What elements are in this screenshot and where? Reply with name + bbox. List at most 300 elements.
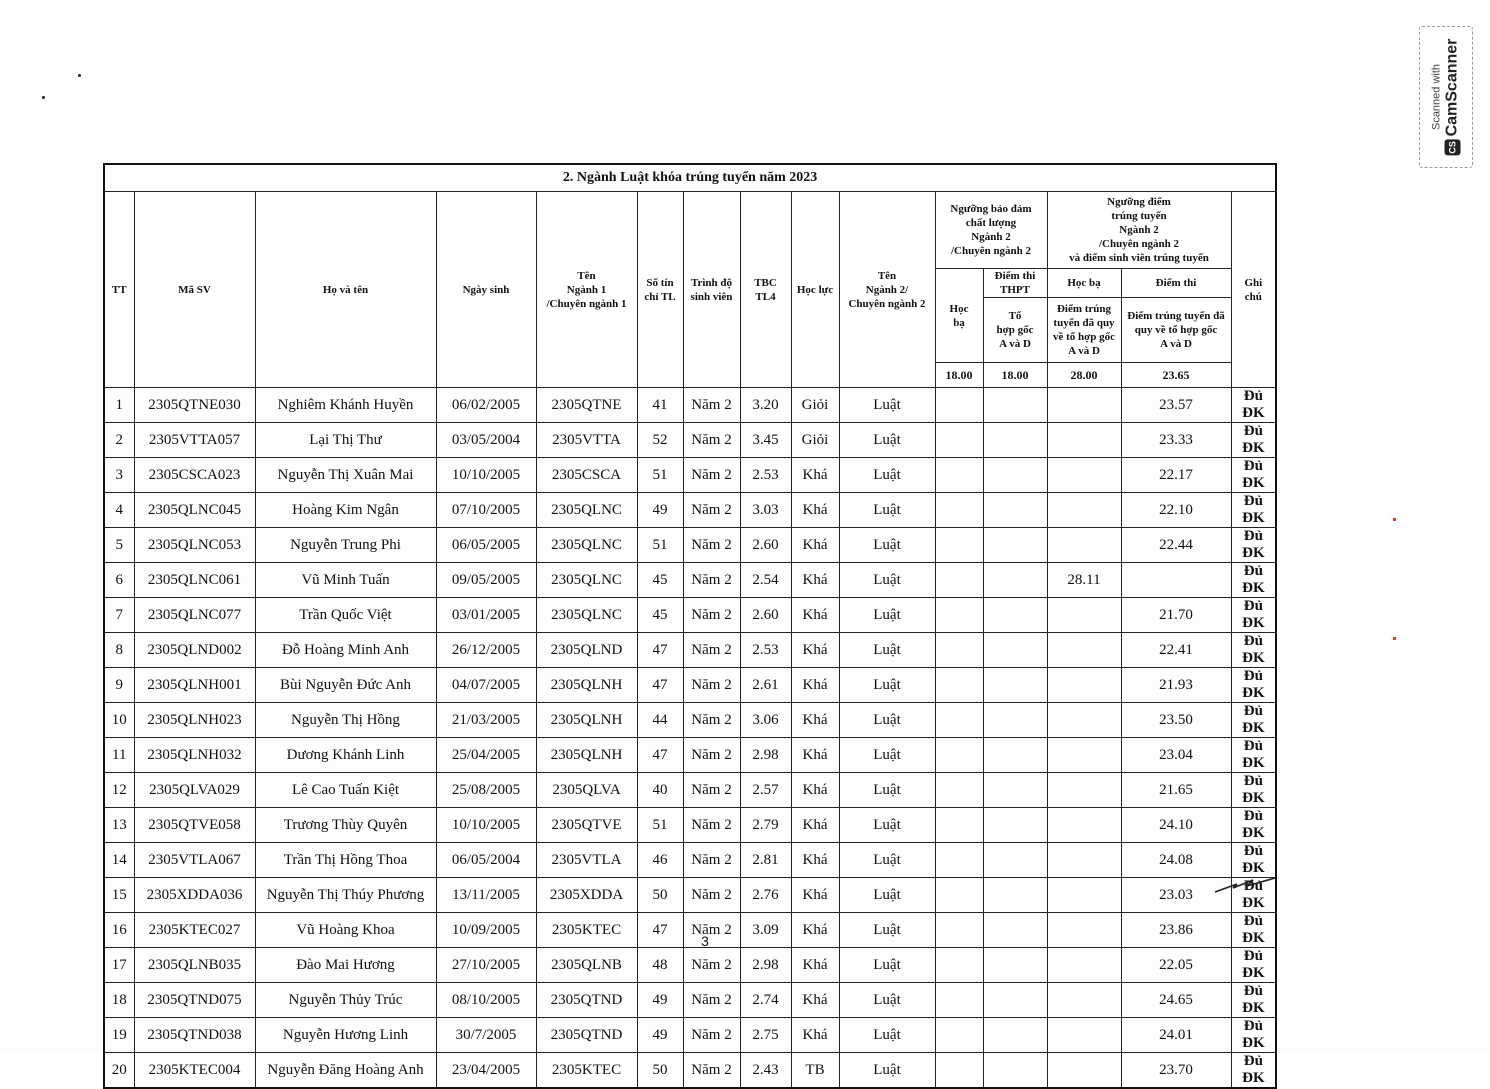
row-thpt bbox=[983, 703, 1047, 738]
row-ghi-chu: Đủ ĐK bbox=[1231, 983, 1276, 1018]
header-diem-thi-2: Điểm thi bbox=[1121, 269, 1231, 298]
row-hoc-luc: Khá bbox=[791, 668, 839, 703]
row-ho-ten: Nghiêm Khánh Huyền bbox=[255, 388, 436, 423]
row-ma-sv: 2305QTND038 bbox=[134, 1018, 255, 1053]
row-hoc-luc: Khá bbox=[791, 983, 839, 1018]
row-hoc-ba-2 bbox=[1047, 493, 1121, 528]
row-hoc-ba-2 bbox=[1047, 878, 1121, 913]
row-ho-ten: Trương Thùy Quyên bbox=[255, 808, 436, 843]
row-nganh2: Luật bbox=[839, 388, 935, 423]
header-so-tin-chi bbox=[637, 192, 683, 388]
row-nganh1: 2305QTND bbox=[536, 983, 637, 1018]
row-ngay-sinh: 13/11/2005 bbox=[436, 878, 536, 913]
row-hoc-luc: Giỏi bbox=[791, 423, 839, 458]
row-tbc: 2.76 bbox=[740, 878, 791, 913]
header-nganh1-line1: Tên bbox=[577, 269, 596, 282]
row-thpt bbox=[983, 388, 1047, 423]
row-ho-ten: Dương Khánh Linh bbox=[255, 738, 436, 773]
header-nguong-bd-line2: chất lượng bbox=[965, 217, 1017, 229]
row-thpt bbox=[983, 948, 1047, 983]
row-ma-sv: 2305CSCA023 bbox=[134, 458, 255, 493]
signature-mark bbox=[1213, 872, 1277, 896]
row-thpt bbox=[983, 878, 1047, 913]
header-nganh2-line1: Tên bbox=[877, 269, 897, 282]
row-trinh-do: Năm 2 bbox=[683, 633, 740, 668]
row-tt: 10 bbox=[104, 703, 134, 738]
watermark-line2 bbox=[1444, 39, 1462, 156]
row-tt: 19 bbox=[104, 1018, 134, 1053]
row-diem-thi: 24.10 bbox=[1121, 808, 1231, 843]
row-ghi-chu: Đủ ĐK bbox=[1231, 1053, 1276, 1089]
row-ngay-sinh: 03/01/2005 bbox=[436, 598, 536, 633]
row-so-tin: 51 bbox=[637, 808, 683, 843]
row-hoc-luc: Khá bbox=[791, 878, 839, 913]
threshold-thpt: 18.00 bbox=[983, 363, 1047, 388]
row-ho-ten: Bùi Nguyễn Đức Anh bbox=[255, 668, 436, 703]
row-hoc-ba bbox=[935, 1053, 983, 1089]
row-ngay-sinh: 21/03/2005 bbox=[436, 703, 536, 738]
row-hoc-ba bbox=[935, 458, 983, 493]
row-tbc: 2.60 bbox=[740, 528, 791, 563]
row-thpt bbox=[983, 913, 1047, 948]
row-trinh-do: Năm 2 bbox=[683, 493, 740, 528]
row-tbc: 2.54 bbox=[740, 563, 791, 598]
camscanner-watermark bbox=[1419, 26, 1473, 168]
header-diem-thi-thpt-line2: THPT bbox=[1000, 284, 1030, 296]
row-tt: 8 bbox=[104, 633, 134, 668]
row-diem-thi: 22.44 bbox=[1121, 528, 1231, 563]
row-so-tin: 51 bbox=[637, 528, 683, 563]
row-hoc-ba-2 bbox=[1047, 913, 1121, 948]
row-nganh1: 2305QLNC bbox=[536, 598, 637, 633]
row-trinh-do: Năm 2 bbox=[683, 458, 740, 493]
header-dtt-dt-line1: Điểm trúng tuyển đã bbox=[1127, 310, 1225, 322]
row-nganh1: 2305QLNC bbox=[536, 528, 637, 563]
row-tbc: 3.45 bbox=[740, 423, 791, 458]
header-nganh2-line2: Ngành 2/ bbox=[865, 283, 909, 296]
row-tt: 20 bbox=[104, 1053, 134, 1089]
row-diem-thi: 21.65 bbox=[1121, 773, 1231, 808]
header-nguong-tt-line2: trúng tuyển bbox=[1111, 210, 1167, 222]
table-row bbox=[104, 458, 1276, 493]
row-ngay-sinh: 09/05/2005 bbox=[436, 563, 536, 598]
row-ghi-chu: Đủ ĐK bbox=[1231, 388, 1276, 423]
row-nganh2: Luật bbox=[839, 1053, 935, 1089]
row-tt: 18 bbox=[104, 983, 134, 1018]
watermark-brand: CamScanner bbox=[1443, 38, 1461, 137]
row-ngay-sinh: 27/10/2005 bbox=[436, 948, 536, 983]
row-tt: 4 bbox=[104, 493, 134, 528]
row-ma-sv: 2305VTLA067 bbox=[134, 843, 255, 878]
row-hoc-luc: Khá bbox=[791, 598, 839, 633]
row-tbc: 2.53 bbox=[740, 458, 791, 493]
row-tt: 3 bbox=[104, 458, 134, 493]
row-hoc-luc: TB bbox=[791, 1053, 839, 1089]
row-so-tin: 47 bbox=[637, 913, 683, 948]
header-hoc-ba-2: Học bạ bbox=[1047, 269, 1121, 298]
row-ho-ten: Lê Cao Tuấn Kiệt bbox=[255, 773, 436, 808]
row-hoc-luc: Khá bbox=[791, 458, 839, 493]
row-trinh-do: Năm 2 bbox=[683, 773, 740, 808]
row-hoc-ba bbox=[935, 913, 983, 948]
row-diem-thi: 23.86 bbox=[1121, 913, 1231, 948]
row-nganh1: 2305QLND bbox=[536, 633, 637, 668]
row-thpt bbox=[983, 738, 1047, 773]
row-ho-ten: Vũ Hoàng Khoa bbox=[255, 913, 436, 948]
row-tbc: 3.03 bbox=[740, 493, 791, 528]
row-nganh2: Luật bbox=[839, 983, 935, 1018]
header-nguong-tt-line4: /Chuyên ngành 2 bbox=[1098, 238, 1180, 250]
row-ho-ten: Trần Thị Hồng Thoa bbox=[255, 843, 436, 878]
row-so-tin: 49 bbox=[637, 983, 683, 1018]
header-row-1 bbox=[104, 192, 1276, 269]
row-trinh-do: Năm 2 bbox=[683, 983, 740, 1018]
header-trinh-do-line1: Trình độ bbox=[690, 276, 733, 289]
row-nganh2: Luật bbox=[839, 668, 935, 703]
row-tt: 13 bbox=[104, 808, 134, 843]
row-ho-ten: Đào Mai Hương bbox=[255, 948, 436, 983]
header-nguong-bao-dam bbox=[935, 192, 1047, 269]
table-row bbox=[104, 808, 1276, 843]
row-ghi-chu: Đủ ĐK bbox=[1231, 773, 1276, 808]
header-nguong-tt-line3: Ngành 2 bbox=[1119, 224, 1159, 236]
table-body bbox=[104, 388, 1276, 1089]
row-thpt bbox=[983, 773, 1047, 808]
table-row bbox=[104, 1018, 1276, 1053]
row-hoc-ba bbox=[935, 808, 983, 843]
row-thpt bbox=[983, 423, 1047, 458]
row-thpt bbox=[983, 493, 1047, 528]
row-diem-thi bbox=[1121, 563, 1231, 598]
header-hoc-ba bbox=[935, 269, 983, 363]
row-trinh-do: Năm 2 bbox=[683, 528, 740, 563]
row-trinh-do: Năm 2 bbox=[683, 1053, 740, 1089]
row-hoc-ba bbox=[935, 598, 983, 633]
row-so-tin: 47 bbox=[637, 738, 683, 773]
row-hoc-ba bbox=[935, 738, 983, 773]
row-trinh-do: Năm 2 bbox=[683, 948, 740, 983]
row-ma-sv: 2305QTND075 bbox=[134, 983, 255, 1018]
row-ho-ten: Trần Quốc Việt bbox=[255, 598, 436, 633]
row-hoc-ba-2 bbox=[1047, 948, 1121, 983]
row-hoc-ba-2 bbox=[1047, 773, 1121, 808]
header-to-hop-goc bbox=[983, 298, 1047, 363]
row-nganh1: 2305KTEC bbox=[536, 913, 637, 948]
row-ma-sv: 2305VTTA057 bbox=[134, 423, 255, 458]
row-nganh1: 2305XDDA bbox=[536, 878, 637, 913]
row-hoc-ba-2: 28.11 bbox=[1047, 563, 1121, 598]
header-dtt-dt-line3: A và D bbox=[1160, 338, 1192, 350]
row-hoc-ba-2 bbox=[1047, 528, 1121, 563]
row-nganh2: Luật bbox=[839, 773, 935, 808]
row-so-tin: 50 bbox=[637, 1053, 683, 1089]
header-diem-thi-thpt-line1: Điểm thi bbox=[994, 270, 1036, 282]
row-ghi-chu: Đủ ĐK bbox=[1231, 843, 1276, 878]
header-ghi-chu bbox=[1231, 192, 1276, 388]
row-hoc-ba bbox=[935, 633, 983, 668]
row-tt: 17 bbox=[104, 948, 134, 983]
header-nganh1-line2: Ngành 1 bbox=[566, 283, 607, 296]
row-hoc-ba bbox=[935, 493, 983, 528]
header-tbc bbox=[740, 192, 791, 388]
row-hoc-ba-2 bbox=[1047, 1053, 1121, 1089]
header-nguong-bd-line4: /Chuyên ngành 2 bbox=[950, 245, 1032, 257]
row-diem-thi: 23.33 bbox=[1121, 423, 1231, 458]
table-row bbox=[104, 423, 1276, 458]
row-hoc-luc: Khá bbox=[791, 738, 839, 773]
row-hoc-ba-2 bbox=[1047, 1018, 1121, 1053]
row-nganh2: Luật bbox=[839, 633, 935, 668]
row-thpt bbox=[983, 528, 1047, 563]
row-hoc-luc: Khá bbox=[791, 1018, 839, 1053]
camscanner-logo-icon: CS bbox=[1444, 139, 1460, 155]
row-ngay-sinh: 26/12/2005 bbox=[436, 633, 536, 668]
row-ho-ten: Lại Thị Thư bbox=[255, 423, 436, 458]
header-nganh2-line3: Chuyên ngành 2 bbox=[848, 297, 926, 310]
table-row bbox=[104, 773, 1276, 808]
row-thpt bbox=[983, 1053, 1047, 1089]
row-trinh-do: Năm 2 bbox=[683, 423, 740, 458]
row-hoc-luc: Khá bbox=[791, 843, 839, 878]
row-ghi-chu: Đủ ĐK bbox=[1231, 598, 1276, 633]
row-tt: 7 bbox=[104, 598, 134, 633]
row-ngay-sinh: 08/10/2005 bbox=[436, 983, 536, 1018]
row-ma-sv: 2305QLNH023 bbox=[134, 703, 255, 738]
row-hoc-luc: Khá bbox=[791, 528, 839, 563]
header-dtt-hb-line3: về tổ hợp gốc bbox=[1052, 331, 1115, 343]
row-so-tin: 49 bbox=[637, 493, 683, 528]
header-dtt-hb-line1: Điểm trúng bbox=[1056, 303, 1112, 315]
row-diem-thi: 21.70 bbox=[1121, 598, 1231, 633]
row-nganh2: Luật bbox=[839, 598, 935, 633]
row-tt: 14 bbox=[104, 843, 134, 878]
row-so-tin: 48 bbox=[637, 948, 683, 983]
row-tbc: 2.75 bbox=[740, 1018, 791, 1053]
row-hoc-ba bbox=[935, 983, 983, 1018]
row-tt: 6 bbox=[104, 563, 134, 598]
table-row bbox=[104, 388, 1276, 423]
row-ma-sv: 2305QLNC061 bbox=[134, 563, 255, 598]
row-ngay-sinh: 30/7/2005 bbox=[436, 1018, 536, 1053]
row-tt: 1 bbox=[104, 388, 134, 423]
row-ngay-sinh: 06/05/2005 bbox=[436, 528, 536, 563]
row-nganh1: 2305QTNE bbox=[536, 388, 637, 423]
row-ngay-sinh: 06/05/2004 bbox=[436, 843, 536, 878]
row-hoc-luc: Khá bbox=[791, 703, 839, 738]
row-hoc-ba bbox=[935, 528, 983, 563]
header-nguong-bd-line1: Ngưỡng bảo đảm bbox=[950, 203, 1032, 215]
row-nganh2: Luật bbox=[839, 843, 935, 878]
row-so-tin: 44 bbox=[637, 703, 683, 738]
row-nganh2: Luật bbox=[839, 808, 935, 843]
row-trinh-do: Năm 2 bbox=[683, 563, 740, 598]
row-ho-ten: Đỗ Hoàng Minh Anh bbox=[255, 633, 436, 668]
scan-speck bbox=[42, 96, 45, 99]
row-hoc-luc: Khá bbox=[791, 493, 839, 528]
row-hoc-ba bbox=[935, 843, 983, 878]
header-ho-ten: Họ và tên bbox=[255, 192, 436, 388]
row-nganh1: 2305QTND bbox=[536, 1018, 637, 1053]
row-thpt bbox=[983, 458, 1047, 493]
row-ma-sv: 2305XDDA036 bbox=[134, 878, 255, 913]
row-ma-sv: 2305QLNH001 bbox=[134, 668, 255, 703]
table-row bbox=[104, 598, 1276, 633]
header-to-hop-line1: Tổ bbox=[1008, 310, 1022, 322]
row-ho-ten: Vũ Minh Tuấn bbox=[255, 563, 436, 598]
header-nguong-tt-line5: và điểm sinh viên trúng tuyển bbox=[1069, 252, 1209, 264]
table-row bbox=[104, 1053, 1276, 1089]
row-ho-ten: Nguyễn Trung Phi bbox=[255, 528, 436, 563]
header-nganh1 bbox=[536, 192, 637, 388]
row-nganh2: Luật bbox=[839, 493, 935, 528]
row-diem-thi: 23.70 bbox=[1121, 1053, 1231, 1089]
row-trinh-do: Năm 2 bbox=[683, 913, 740, 948]
row-ho-ten: Nguyễn Thủy Trúc bbox=[255, 983, 436, 1018]
header-nganh2 bbox=[839, 192, 935, 388]
watermark-line1: Scanned with bbox=[1430, 63, 1443, 131]
row-hoc-ba-2 bbox=[1047, 668, 1121, 703]
row-nganh2: Luật bbox=[839, 563, 935, 598]
row-nganh2: Luật bbox=[839, 423, 935, 458]
row-trinh-do: Năm 2 bbox=[683, 388, 740, 423]
table-row bbox=[104, 668, 1276, 703]
row-nganh2: Luật bbox=[839, 458, 935, 493]
row-tbc: 2.98 bbox=[740, 738, 791, 773]
header-trinh-do-line2: sinh viên bbox=[690, 290, 733, 303]
row-ngay-sinh: 03/05/2004 bbox=[436, 423, 536, 458]
row-ma-sv: 2305QLNH032 bbox=[134, 738, 255, 773]
row-ma-sv: 2305QTNE030 bbox=[134, 388, 255, 423]
row-hoc-ba-2 bbox=[1047, 843, 1121, 878]
row-ma-sv: 2305QTVE058 bbox=[134, 808, 255, 843]
row-diem-thi: 23.57 bbox=[1121, 388, 1231, 423]
row-diem-thi: 23.03 bbox=[1121, 878, 1231, 913]
row-diem-thi: 24.65 bbox=[1121, 983, 1231, 1018]
row-ma-sv: 2305KTEC027 bbox=[134, 913, 255, 948]
row-ghi-chu: Đủ ĐK bbox=[1231, 913, 1276, 948]
row-tbc: 3.09 bbox=[740, 913, 791, 948]
row-hoc-ba-2 bbox=[1047, 388, 1121, 423]
row-hoc-luc: Khá bbox=[791, 808, 839, 843]
row-ghi-chu: Đủ ĐK bbox=[1231, 528, 1276, 563]
header-diem-trung-tuyen-hoc-ba bbox=[1047, 298, 1121, 363]
row-diem-thi: 24.08 bbox=[1121, 843, 1231, 878]
row-nganh1: 2305QLNH bbox=[536, 738, 637, 773]
row-so-tin: 47 bbox=[637, 668, 683, 703]
row-ho-ten: Nguyễn Đăng Hoàng Anh bbox=[255, 1053, 436, 1089]
row-tbc: 3.06 bbox=[740, 703, 791, 738]
row-trinh-do: Năm 2 bbox=[683, 1018, 740, 1053]
row-so-tin: 50 bbox=[637, 878, 683, 913]
row-hoc-luc: Giỏi bbox=[791, 388, 839, 423]
row-tbc: 2.60 bbox=[740, 598, 791, 633]
row-so-tin: 45 bbox=[637, 563, 683, 598]
row-ngay-sinh: 25/04/2005 bbox=[436, 738, 536, 773]
row-hoc-ba-2 bbox=[1047, 598, 1121, 633]
row-tt: 11 bbox=[104, 738, 134, 773]
row-tbc: 2.53 bbox=[740, 633, 791, 668]
row-nganh1: 2305VTLA bbox=[536, 843, 637, 878]
header-hoc-luc: Học lực bbox=[791, 192, 839, 388]
header-diem-thi-thpt bbox=[983, 269, 1047, 298]
row-ghi-chu: Đủ ĐK bbox=[1231, 563, 1276, 598]
row-so-tin: 40 bbox=[637, 773, 683, 808]
row-ghi-chu: Đủ ĐK bbox=[1231, 703, 1276, 738]
row-nganh2: Luật bbox=[839, 878, 935, 913]
row-ngay-sinh: 07/10/2005 bbox=[436, 493, 536, 528]
row-nganh1: 2305QLNH bbox=[536, 703, 637, 738]
row-ma-sv: 2305QLNC045 bbox=[134, 493, 255, 528]
row-tbc: 2.43 bbox=[740, 1053, 791, 1089]
row-nganh1: 2305QLNC bbox=[536, 493, 637, 528]
section-title-row bbox=[104, 164, 1276, 192]
row-ho-ten: Hoàng Kim Ngân bbox=[255, 493, 436, 528]
row-hoc-ba bbox=[935, 563, 983, 598]
row-thpt bbox=[983, 668, 1047, 703]
row-trinh-do: Năm 2 bbox=[683, 668, 740, 703]
header-ngay-sinh: Ngày sinh bbox=[436, 192, 536, 388]
row-trinh-do: Năm 2 bbox=[683, 808, 740, 843]
row-ghi-chu: Đủ ĐK bbox=[1231, 458, 1276, 493]
header-tbc-line2: TL4 bbox=[755, 290, 776, 303]
header-hoc-ba-line2: bạ bbox=[953, 316, 965, 329]
row-tbc: 2.79 bbox=[740, 808, 791, 843]
row-so-tin: 41 bbox=[637, 388, 683, 423]
table-row bbox=[104, 633, 1276, 668]
row-so-tin: 46 bbox=[637, 843, 683, 878]
scan-speck bbox=[78, 74, 81, 77]
header-nguong-tt-line1: Ngưỡng điểm bbox=[1107, 196, 1171, 208]
row-hoc-ba bbox=[935, 773, 983, 808]
row-tt: 9 bbox=[104, 668, 134, 703]
row-nganh2: Luật bbox=[839, 1018, 935, 1053]
row-hoc-ba-2 bbox=[1047, 633, 1121, 668]
row-ma-sv: 2305QLNB035 bbox=[134, 948, 255, 983]
row-trinh-do: Năm 2 bbox=[683, 738, 740, 773]
header-nganh1-line3: /Chuyên ngành 1 bbox=[546, 297, 627, 310]
row-nganh2: Luật bbox=[839, 528, 935, 563]
row-ghi-chu: Đủ ĐK bbox=[1231, 668, 1276, 703]
table-row bbox=[104, 843, 1276, 878]
row-nganh1: 2305QTVE bbox=[536, 808, 637, 843]
row-hoc-ba-2 bbox=[1047, 423, 1121, 458]
header-to-hop-line2: hợp gốc bbox=[996, 324, 1034, 336]
row-hoc-ba-2 bbox=[1047, 703, 1121, 738]
row-hoc-luc: Khá bbox=[791, 948, 839, 983]
row-hoc-ba bbox=[935, 1018, 983, 1053]
row-thpt bbox=[983, 983, 1047, 1018]
row-ghi-chu: Đủ ĐK bbox=[1231, 878, 1276, 913]
row-so-tin: 52 bbox=[637, 423, 683, 458]
section-title: 2. Ngành Luật khóa trúng tuyển năm 2023 bbox=[104, 164, 1276, 192]
row-hoc-ba-2 bbox=[1047, 738, 1121, 773]
row-ho-ten: Nguyễn Thị Xuân Mai bbox=[255, 458, 436, 493]
row-thpt bbox=[983, 598, 1047, 633]
row-ghi-chu: Đủ ĐK bbox=[1231, 1018, 1276, 1053]
row-diem-thi: 24.01 bbox=[1121, 1018, 1231, 1053]
row-diem-thi: 22.10 bbox=[1121, 493, 1231, 528]
row-tbc: 2.81 bbox=[740, 843, 791, 878]
header-ma-sv: Mã SV bbox=[134, 192, 255, 388]
row-ghi-chu: Đủ ĐK bbox=[1231, 808, 1276, 843]
row-ho-ten: Nguyễn Thị Thúy Phương bbox=[255, 878, 436, 913]
row-ho-ten: Nguyễn Thị Hồng bbox=[255, 703, 436, 738]
table-row bbox=[104, 878, 1276, 913]
row-hoc-ba-2 bbox=[1047, 808, 1121, 843]
header-ghi-chu-line2: chú bbox=[1244, 290, 1262, 303]
header-tt: TT bbox=[104, 192, 134, 388]
row-ma-sv: 2305QLNC077 bbox=[134, 598, 255, 633]
